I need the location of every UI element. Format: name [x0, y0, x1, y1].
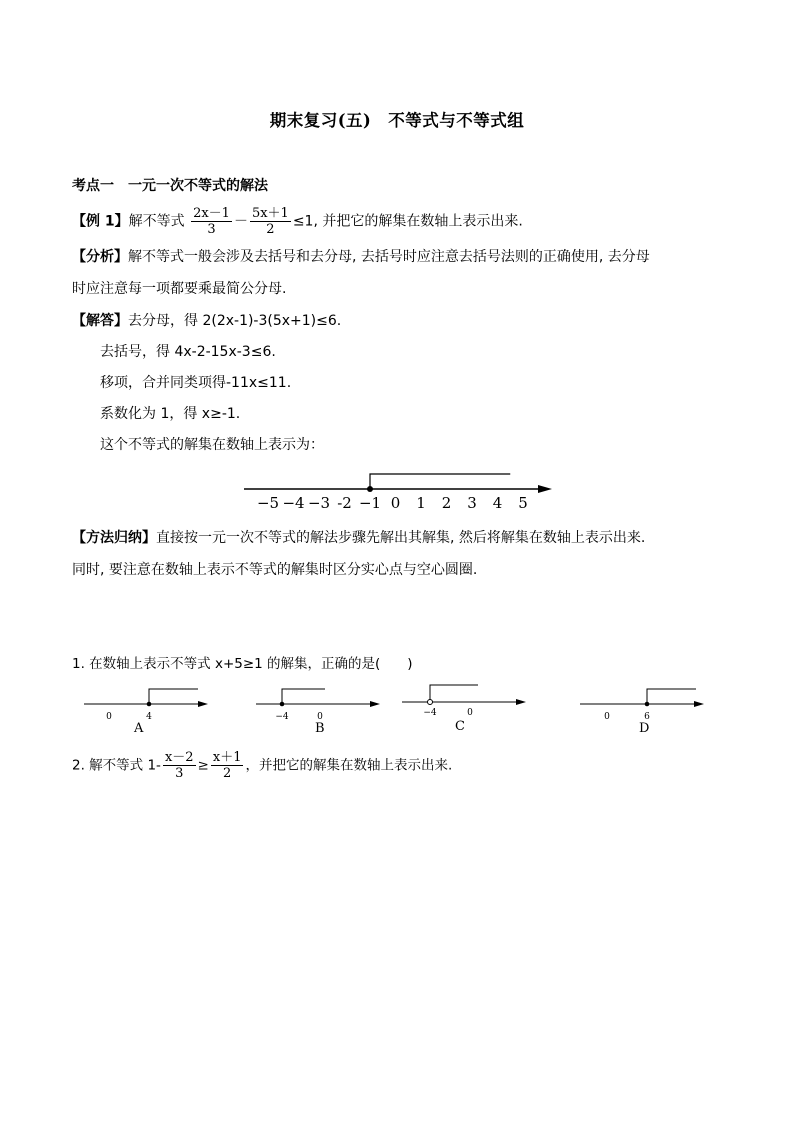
- example-prefix: 解不等式: [128, 213, 185, 230]
- option-b-number-line: [254, 684, 384, 724]
- method-line-2: 同时, 要注意在数轴上表示不等式的解集时区分实心点与空心圆圈.: [72, 562, 478, 578]
- solid-point: [645, 702, 650, 707]
- solution-tag: 【解答】: [72, 313, 128, 329]
- option-c-number-line: [400, 682, 530, 722]
- question-2: [72, 750, 452, 781]
- example-suffix: ≤1, 并把它的解集在数轴上表示出来.: [292, 213, 523, 230]
- tick-label: 3: [467, 494, 477, 512]
- fraction-denominator: 3: [207, 222, 216, 237]
- solid-point: [280, 702, 285, 707]
- fraction-numerator: 2x－1: [193, 206, 230, 221]
- tick-label: 4: [146, 712, 152, 722]
- solution-ray: [370, 474, 510, 489]
- page-title: 期末复习(五) 不等式与不等式组: [269, 111, 525, 130]
- question-2-suffix: ，并把它的解集在数轴上表示出来.: [245, 757, 453, 774]
- tick-label: −3: [307, 494, 331, 512]
- analysis-text: 解不等式一般会涉及去括号和去分母, 去括号时应注意去括号法则的正确使用, 去分母: [128, 249, 650, 265]
- solution-ray: [430, 685, 478, 702]
- axis-arrow: [516, 699, 526, 705]
- method-line-1: [72, 528, 645, 548]
- axis-arrow: [370, 701, 380, 707]
- tick-label: −5: [256, 494, 280, 512]
- axis-arrow: [694, 701, 704, 707]
- question-1: 1. 在数轴上表示不等式 x+5≥1 的解集，正确的是( ): [72, 656, 413, 672]
- question-2-fraction-1: [163, 750, 196, 781]
- solution-ray: [149, 689, 198, 704]
- tick-label: −4: [282, 494, 305, 512]
- fraction-denominator: 2: [223, 766, 232, 781]
- tick-label: −4: [275, 712, 289, 722]
- tick-label: 0: [317, 712, 323, 722]
- method-text: 直接按一元一次不等式的解法步骤先解出其解集, 然后将解集在数轴上表示出来.: [156, 530, 646, 546]
- tick-label: 5: [518, 494, 528, 512]
- analysis-line-1: [72, 247, 650, 267]
- fraction-numerator: 5x＋1: [251, 206, 289, 221]
- axis-arrow: [198, 701, 208, 707]
- fraction-numerator: x－2: [164, 750, 194, 765]
- tick-label: 0: [467, 708, 473, 718]
- tick-label: 0: [106, 712, 112, 722]
- tick-label: 2: [441, 494, 452, 512]
- section-heading: 考点一 一元一次不等式的解法: [72, 178, 268, 194]
- solution-step-4: 系数化为 1，得 x≥-1.: [100, 406, 241, 422]
- solid-point: [367, 486, 373, 492]
- solution-step-3: 移项，合并同类项得-11x≤11.: [100, 375, 292, 391]
- solution-ray: [647, 689, 696, 704]
- solution-text: 去分母，得 2(2x-1)-3(5x+1)≤6.: [128, 313, 342, 329]
- minus-sign: －: [233, 213, 248, 230]
- analysis-line-2: 时应注意每一项都要乘最简公分母.: [72, 281, 287, 297]
- option-d-label[interactable]: D: [639, 721, 650, 736]
- fraction-denominator: 2: [266, 222, 275, 237]
- example-tag: 【例 1】: [72, 213, 129, 230]
- solid-point: [147, 702, 152, 707]
- geq-sign: ≥: [197, 757, 209, 774]
- open-point: [428, 700, 433, 705]
- question-2-prefix: 2. 解不等式 1-: [72, 757, 161, 774]
- option-d-number-line: [578, 684, 708, 724]
- solution-step-1: [72, 311, 341, 331]
- question-2-fraction-2: [211, 750, 244, 781]
- tick-label: 4: [492, 494, 503, 512]
- option-c-label[interactable]: C: [455, 719, 465, 734]
- tick-label: −1: [358, 494, 382, 512]
- solution-step-2: 去括号，得 4x-2-15x-3≤6.: [100, 344, 276, 360]
- example-fraction-1: [191, 206, 232, 237]
- solution-step-5: 这个不等式的解集在数轴上表示为：: [100, 437, 324, 453]
- example-fraction-2: [250, 206, 291, 237]
- fraction-denominator: 3: [175, 766, 184, 781]
- number-line-main: [240, 466, 560, 516]
- option-b-label[interactable]: B: [315, 721, 325, 736]
- tick-label: 0: [604, 712, 610, 722]
- fraction-numerator: x＋1: [212, 750, 242, 765]
- tick-label: 6: [644, 712, 650, 722]
- tick-label: −4: [423, 708, 437, 718]
- tick-label: 1: [416, 494, 426, 512]
- example-1: [72, 206, 523, 237]
- tick-label: 0: [390, 494, 401, 512]
- method-tag: 【方法归纳】: [72, 530, 156, 546]
- option-a-number-line: [82, 684, 212, 724]
- option-a-label[interactable]: A: [134, 721, 144, 736]
- tick-label: -2: [337, 494, 352, 512]
- analysis-tag: 【分析】: [72, 249, 128, 265]
- solution-ray: [282, 689, 325, 704]
- axis-arrow: [538, 485, 552, 493]
